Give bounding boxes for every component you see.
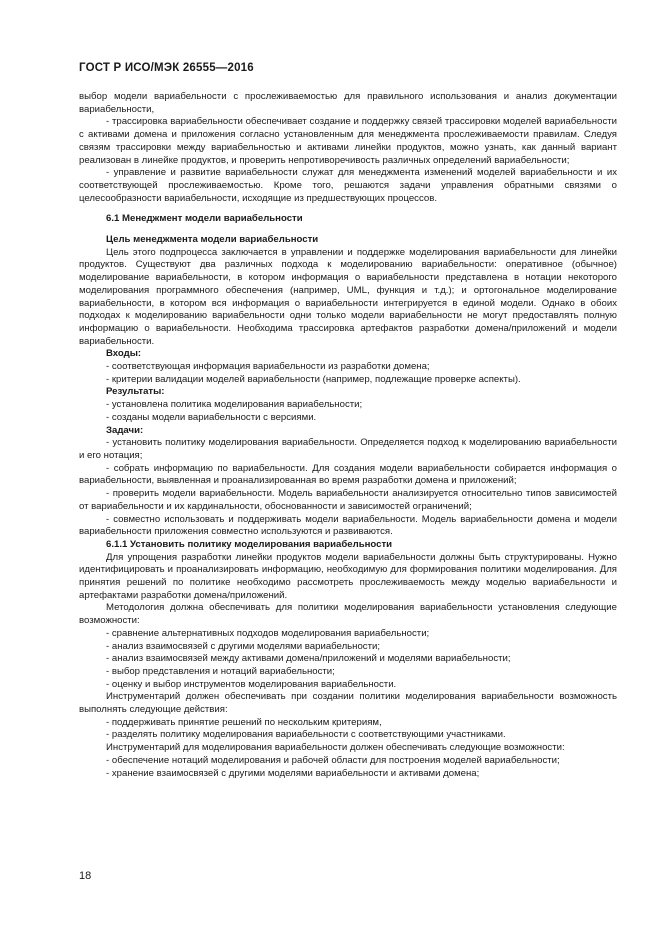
subheading: Цель менеджмента модели вариабельности — [106, 234, 319, 246]
page-number: 18 — [79, 870, 92, 882]
document-header: ГОСТ Р ИСО/МЭК 26555—2016 — [79, 62, 254, 74]
list-item: - разделять политику моделирования вариабельности с соответствующими участниками. — [106, 729, 506, 741]
list-item: - установлена политика моделирования вариабельности; — [106, 399, 363, 411]
list-item: - анализ взаимосвязей между активами домена/приложений и моделями вариабельности; — [106, 653, 511, 665]
list-item: - совместно использовать и поддерживать модели вариабельности. Модель вариабельности домена и модели вариабельности приложения совместно используются и развиваются. — [79, 513, 617, 538]
list-item: - выбор представления и нотаций вариабельности; — [106, 665, 335, 677]
list-item: - сравнение альтернативных подходов моделирования вариабельности; — [106, 627, 430, 639]
label-tasks: Задачи: — [106, 424, 144, 436]
list-item: - оценку и выбор инструментов моделирования вариабельности. — [106, 678, 397, 690]
section-heading: 6.1 Менеджмент модели вариабельности — [106, 213, 303, 225]
list-item: - собрать информацию по вариабельности. Для создания модели вариабельности собирается информация о вариабельности, выявленная и проанализированная во время разработки домена и приложений; — [79, 462, 617, 487]
list-item: - проверить модели вариабельности. Модель вариабельности анализируется относительно типов зависимостей от вариабельности и их кардинальности, обоснованности и зависимостей ограничений; — [79, 488, 617, 512]
body-paragraph: Для упрощения разработки линейки продуктов модели вариабельности должны быть структурированы. Нужно идентифицировать и проанализировать информацию, необходимую для формирования политики моделирования. Для принятия решений по политике необходимо рассмотреть прослеживаемость между моделью вариабельности и артефактами разработки домена/приложений. — [79, 551, 617, 601]
body-paragraph: Инструментарий для моделирования вариабельности должен обеспечивать следующие возможности: — [106, 742, 565, 754]
list-item: - анализ взаимосвязей с другими моделями вариабельности; — [106, 640, 381, 652]
list-item: - критерии валидации моделей вариабельности (например, подлежащие проверке аспекты). — [106, 373, 521, 385]
list-item: - установить политику моделирования вариабельности. Определяется подход к моделированию вариабельности и его нотация; — [79, 437, 617, 461]
list-item: - обеспечение нотаций моделирования и рабочей области для построения моделей вариабельности; — [106, 754, 560, 766]
section-heading: 6.1.1 Установить политику моделирования вариабельности — [106, 538, 393, 550]
label-inputs: Входы: — [106, 348, 142, 360]
body-paragraph: Инструментарий должен обеспечивать при создании политики моделирования вариабельности возможность выполнять следующие действия: — [79, 691, 617, 716]
page-body — [79, 91, 617, 780]
list-item: - управление и развитие вариабельности служат для менеджмента изменений моделей вариабельности и их соответствующей прослеживаемостью. Кроме того, решаются задачи управления обратными связями о целесообразности вариабельности, исходящие из предшествующих процессов. — [79, 167, 617, 204]
body-paragraph: выбор модели вариабельности с прослеживаемостью для правильного использования и анализ документации вариабельности, — [79, 91, 617, 115]
list-item: - созданы модели вариабельности с версиями. — [106, 411, 317, 423]
list-item: - хранение взаимосвязей с другими моделями вариабельности и активами домена; — [106, 767, 480, 779]
list-item: - трассировка вариабельности обеспечивает создание и поддержку связей трассировки моделей вариабельности с активами домена и приложения согласно установленным для менеджмента прослеживаемости правилам. Следуя связям трассировки между вариабельностью и активами линейки продуктов, можно узнать, как данный вариант реализован в линейке продуктов, и проверить непротиворечивость различных определений вариабельности; — [79, 116, 617, 166]
body-paragraph: Цель этого подпроцесса заключается в управлении и поддержке моделирования вариабельности для линейки продуктов. Существуют два различных подхода к моделированию вариабельности: оперативное (обычное) моделирование вариабельности, в котором информация о вариабельности представлена в нотации некоторого моделирования программного обеспечения (например, UML, функция и т.д.); и ортогональное моделирование вариабельности, в котором вся информация о вариабельности интегрируется в единой модели. Однако в обоих подходах к моделированию вариабельности одни только модели вариабельности не могут предоставлять полную информацию о вариабельности. Необходима трассировка артефактов разработки домена/приложений и модели вариабельности. — [79, 246, 617, 347]
body-paragraph: Методология должна обеспечивать для политики моделирования вариабельности установления следующие возможности: — [79, 602, 617, 627]
label-results: Результаты: — [106, 386, 165, 398]
list-item: - соответствующая информация вариабельности из разработки домена; — [106, 361, 430, 373]
list-item: - поддерживать принятие решений по нескольким критериям, — [106, 716, 382, 728]
